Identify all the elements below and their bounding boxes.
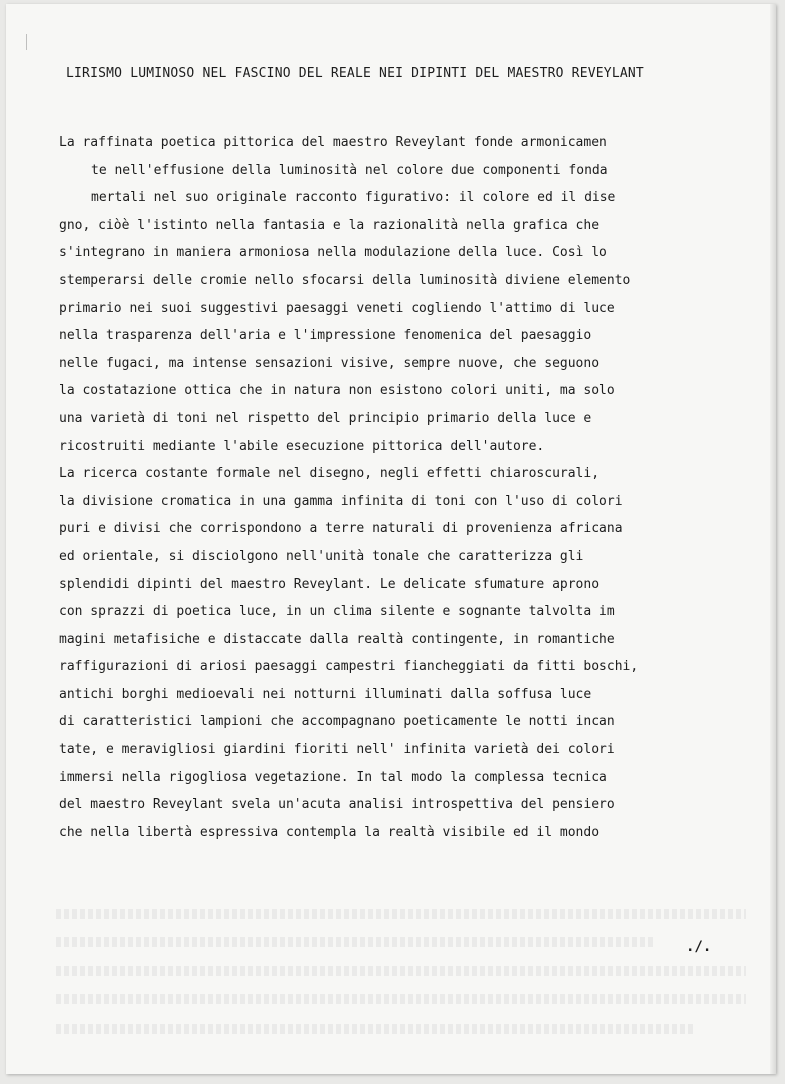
text-line: di caratteristici lampioni che accompagnano poeticamente le notti incan [59,714,615,730]
text-line: del maestro Reveylant svela un'acuta analisi introspettiva del pensiero [59,797,615,813]
text-line: ricostruiti mediante l'abile esecuzione pittorica dell'autore. [59,438,545,454]
text-line: magini metafisiche e distaccate dalla realtà contingente, in romantiche [59,631,615,647]
bleed-through-text [56,966,746,976]
text-line: nella trasparenza dell'aria e l'impressione fenomenica del paesaggio [59,328,592,344]
text-line: una varietà di toni nel rispetto del principio primario della luce e [59,410,592,426]
text-line: con sprazzi di poetica luce, in un clima silente e sognante talvolta im [59,604,615,620]
body-text [59,129,759,846]
text-line: raffigurazioni di ariosi paesaggi campestri fiancheggiati da fitti boschi, [59,659,639,675]
text-line: tate, e meravigliosi giardini fioriti nell' infinita varietà dei colori [59,742,615,758]
text-line: che nella libertà espressiva contempla la realtà visibile ed il mondo [59,824,600,840]
text-line: splendidi dipinti del maestro Reveylant. Le delicate sfumature aprono [59,576,600,592]
text-line: gno, ciòè l'istinto nella fantasia e la razionalità nella grafica che [59,217,600,233]
text-line: primario nei suoi suggestivi paesaggi veneti cogliendo l'attimo di luce [59,300,615,316]
continuation-mark: ./. [686,939,712,955]
text-line: te nell'effusione della luminosità nel colore due componenti fonda [91,162,608,178]
text-line: La raffinata poetica pittorica del maestro Reveylant fonde armonicamen [59,135,607,150]
text-line: la costatazione ottica che in natura non esistono colori uniti, ma solo [59,383,615,399]
bleed-through-text [56,909,746,919]
text-line: La ricerca costante formale nel disegno, negli effetti chiaroscurali, [59,466,600,482]
text-line: ed orientale, si disciolgono nell'unità tonale che caratterizza gli [59,548,584,564]
text-line: antichi borghi medioevali nei notturni illuminati dalla soffusa luce [59,686,592,702]
text-line: nelle fugaci, ma intense sensazioni visive, sempre nuove, che seguono [59,355,600,371]
text-line: la divisione cromatica in una gamma infinita di toni con l'uso di colori [59,493,623,509]
text-line: stemperarsi delle cromie nello sfocarsi della luminosità diviene elemento [59,272,631,288]
text-line: puri e divisi che corrispondono a terre naturali di provenienza africana [59,521,623,537]
bleed-through-text [56,937,656,947]
bleed-through-text [56,994,746,1004]
document-title: LIRISMO LUMINOSO NEL FASCINO DEL REALE NEI DIPINTI DEL MAESTRO REVEYLANT [66,66,644,81]
document-page [6,4,776,1074]
text-line: mertali nel suo originale racconto figurativo: il colore ed il dise [91,190,616,206]
text-line: immersi nella rigogliosa vegetazione. In tal modo la complessa tecnica [59,769,607,785]
bleed-through-text [56,1024,696,1034]
punch-mark [26,34,33,50]
text-line: s'integrano in maniera armoniosa nella modulazione della luce. Così lo [59,245,607,261]
